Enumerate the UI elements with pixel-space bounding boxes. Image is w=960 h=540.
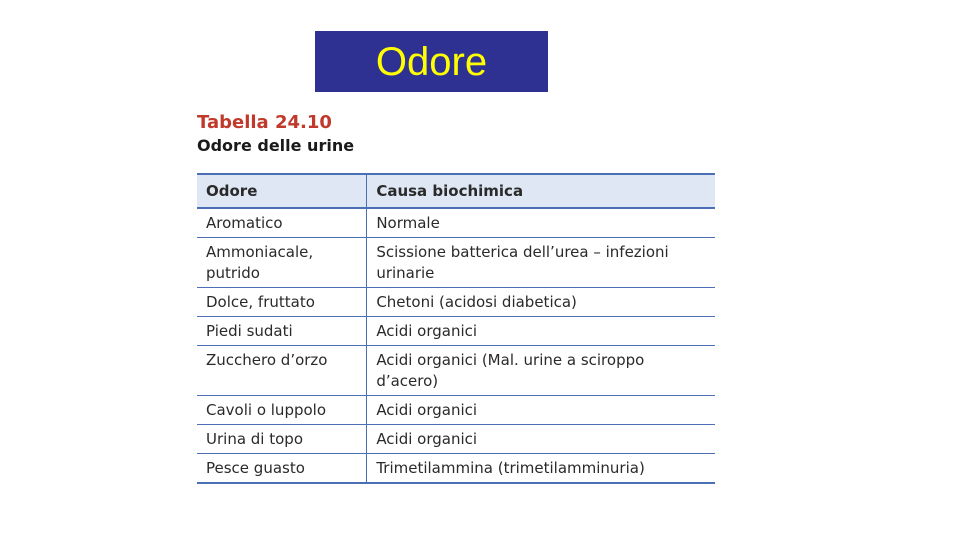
title-banner xyxy=(315,31,548,92)
table-row xyxy=(197,317,715,346)
odor-table xyxy=(197,173,715,484)
cause-cell: Acidi organici xyxy=(367,425,715,454)
odor-cell: Dolce, fruttato xyxy=(197,288,367,317)
header-causa-biochimica: Causa biochimica xyxy=(367,174,715,208)
cause-cell: Normale xyxy=(367,208,715,238)
table-row xyxy=(197,454,715,484)
odor-cell: Zucchero d’orzo xyxy=(197,346,367,396)
cause-cell: Acidi organici xyxy=(367,396,715,425)
odor-cell: Ammoniacale, putrido xyxy=(197,238,367,288)
cause-cell: Scissione batterica dell’urea – infezioni urinarie xyxy=(367,238,715,288)
table-row xyxy=(197,208,715,238)
odor-cell: Urina di topo xyxy=(197,425,367,454)
table-number: Tabella 24.10 xyxy=(197,112,332,133)
odor-cell: Aromatico xyxy=(197,208,367,238)
table-row xyxy=(197,396,715,425)
header-odore: Odore xyxy=(197,174,367,208)
cause-cell: Acidi organici xyxy=(367,317,715,346)
table-row xyxy=(197,238,715,288)
table-row xyxy=(197,288,715,317)
odor-cell: Cavoli o luppolo xyxy=(197,396,367,425)
cause-cell: Trimetilammina (trimetilamminuria) xyxy=(376,459,645,477)
table-row xyxy=(197,346,715,396)
odor-cell: Piedi sudati xyxy=(197,317,367,346)
slide-title: Odore xyxy=(375,39,488,84)
table-caption xyxy=(197,112,354,158)
cause-cell: Acidi organici (Mal. urine a sciroppo d’acero) xyxy=(367,346,715,396)
odor-cell: Pesce guasto xyxy=(197,454,367,484)
cause-cell: Chetoni (acidosi diabetica) xyxy=(367,288,715,317)
table-subtitle: Odore delle urine xyxy=(197,136,355,155)
table-header-row xyxy=(197,174,715,208)
table-row xyxy=(197,425,715,454)
